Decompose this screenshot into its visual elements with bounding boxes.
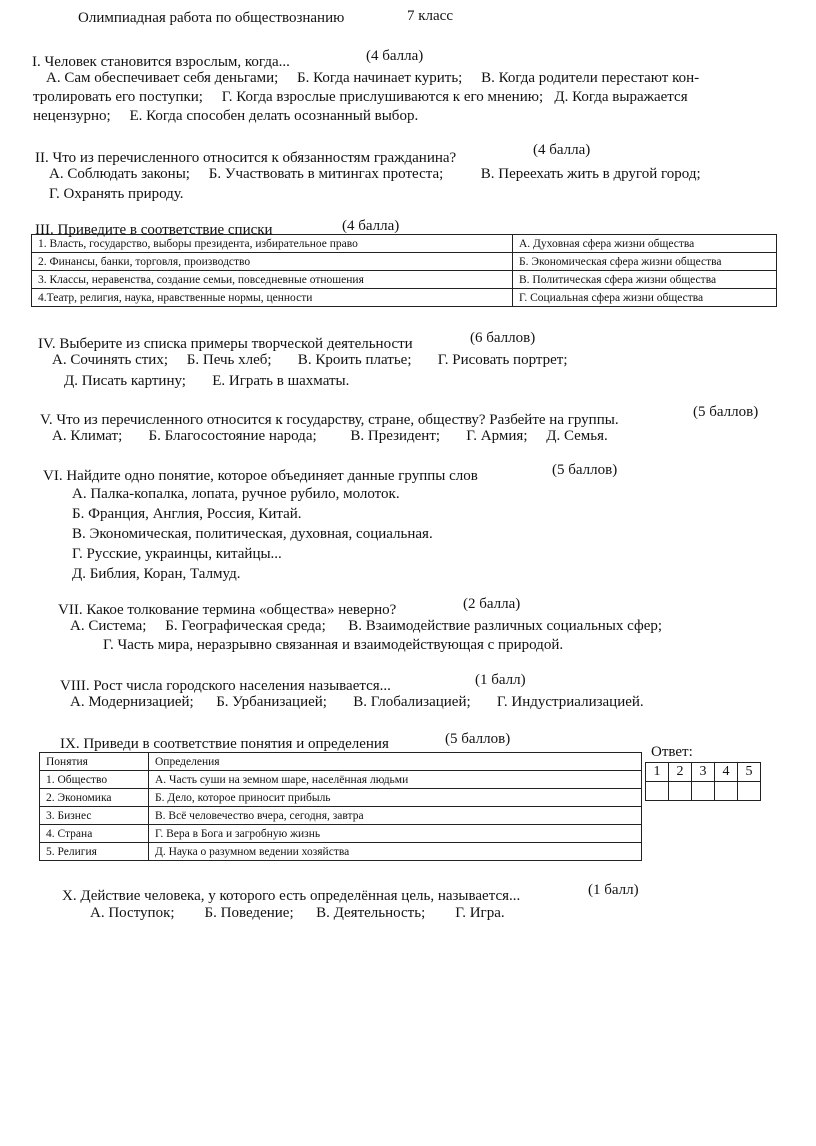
answer-input-row — [646, 782, 761, 801]
q5-question: V. Что из перечисленного относится к государству, стране, обществу? Разбейте на группы. — [40, 412, 619, 428]
table-row — [40, 825, 642, 843]
q3-left-item: 4.Театр, религия, наука, нравственные нормы, ценности — [32, 289, 513, 307]
q6-group-b: Б. Франция, Англия, Россия, Китай. — [72, 506, 302, 522]
q5-points: (5 баллов) — [693, 404, 759, 420]
q7-options-line2: Г. Часть мира, неразрывно связанная и взаимодействующая с природой. — [103, 637, 564, 653]
q2-options-line1: А. Соблюдать законы; Б. Участвовать в митингах протеста; В. Переехать жить в другой город; — [49, 166, 701, 182]
answer-col-label: 4 — [715, 763, 738, 782]
q3-left-item: 3. Классы, неравенства, создание семьи, повседневные отношения — [32, 271, 513, 289]
answer-col-label: 2 — [669, 763, 692, 782]
q9-concept: 5. Религия — [40, 843, 149, 861]
q8-points: (1 балл) — [475, 672, 526, 688]
q1-points: (4 балла) — [366, 48, 424, 64]
q9-answer-grid — [645, 762, 761, 801]
q4-question: IV. Выберите из списка примеры творческой деятельности — [38, 336, 413, 352]
q9-definition: Д. Наука о разумном ведении хозяйства — [149, 843, 642, 861]
answer-header-row — [646, 763, 761, 782]
q8-options-line1: А. Модернизацией; Б. Урбанизацией; В. Глобализацией; Г. Индустриализацией. — [70, 694, 644, 710]
q10-points: (1 балл) — [588, 882, 639, 898]
q9-definition: Г. Вера в Бога и загробную жизнь — [149, 825, 642, 843]
q6-group-e: Д. Библия, Коран, Талмуд. — [72, 566, 241, 582]
q10-question: X. Действие человека, у которого есть определённая цель, называется... — [62, 888, 521, 904]
table-header-row — [40, 753, 642, 771]
answer-cell[interactable] — [715, 782, 738, 801]
q1-options-line1: А. Сам обеспечивает себя деньгами; Б. Когда начинает курить; В. Когда родители перестают кон- — [46, 70, 700, 86]
q3-right-item: А. Духовная сфера жизни общества — [513, 235, 777, 253]
q9-points: (5 баллов) — [445, 731, 511, 747]
q3-right-item: Б. Экономическая сфера жизни общества — [513, 253, 777, 271]
q9-answer-label: Ответ: — [651, 744, 693, 760]
q9-definition: В. Всё человечество вчера, сегодня, завтра — [149, 807, 642, 825]
q6-question: VI. Найдите одно понятие, которое объединяет данные группы слов — [43, 468, 478, 484]
q9-concept: 4. Страна — [40, 825, 149, 843]
q7-points: (2 балла) — [463, 596, 521, 612]
q1-question: I. Человек становится взрослым, когда... — [32, 54, 290, 70]
worksheet-title: Олимпиадная работа по обществознанию — [78, 10, 345, 26]
q6-points: (5 баллов) — [552, 462, 618, 478]
q2-points: (4 балла) — [533, 142, 591, 158]
q9-matching-table — [39, 752, 642, 861]
q4-options-line2: Д. Писать картину; Е. Играть в шахматы. — [64, 373, 350, 389]
q1-options-line3: нецензурно; Е. Когда способен делать осознанный выбор. — [33, 108, 419, 124]
q6-group-c: В. Экономическая, политическая, духовная, социальная. — [72, 526, 433, 542]
q3-matching-table — [31, 234, 777, 307]
q9-concept: 1. Общество — [40, 771, 149, 789]
table-row — [40, 771, 642, 789]
q4-options-line1: А. Сочинять стих; Б. Печь хлеб; В. Кроить платье; Г. Рисовать портрет; — [52, 352, 568, 368]
q7-options-line1: А. Система; Б. Географическая среда; В. Взаимодействие различных социальных сфер; — [70, 618, 663, 634]
table-row — [40, 789, 642, 807]
answer-cell[interactable] — [738, 782, 761, 801]
q2-question: II. Что из перечисленного относится к обязанностям гражданина? — [35, 150, 457, 166]
q6-group-d: Г. Русские, украинцы, китайцы... — [72, 546, 282, 562]
q1-options-line2: тролировать его поступки; Г. Когда взрослые прислушиваются к его мнению; Д. Когда выражается — [33, 89, 688, 105]
answer-cell[interactable] — [692, 782, 715, 801]
answer-col-label: 5 — [738, 763, 761, 782]
answer-col-label: 1 — [646, 763, 669, 782]
q3-question: III. Приведите в соответствие списки — [35, 222, 273, 238]
answer-col-label: 3 — [692, 763, 715, 782]
table-row — [40, 843, 642, 861]
q6-group-a: А. Палка-копалка, лопата, ручное рубило, молоток. — [72, 486, 400, 502]
q8-question: VIII. Рост числа городского населения называется... — [60, 678, 391, 694]
q2-options-line2: Г. Охранять природу. — [49, 186, 184, 202]
q10-options-line1: А. Поступок; Б. Поведение; В. Деятельность; Г. Игра. — [90, 905, 505, 921]
q9-header-definitions: Определения — [149, 753, 642, 771]
q3-left-item: 2. Финансы, банки, торговля, производство — [32, 253, 513, 271]
table-row — [32, 235, 777, 253]
q3-points: (4 балла) — [342, 218, 400, 234]
q7-question: VII. Какое толкование термина «общества» неверно? — [58, 602, 397, 618]
q3-left-item: 1. Власть, государство, выборы президента, избирательное право — [32, 235, 513, 253]
q4-points: (6 баллов) — [470, 330, 536, 346]
q9-definition: Б. Дело, которое приносит прибыль — [149, 789, 642, 807]
q9-concept: 3. Бизнес — [40, 807, 149, 825]
q5-options-line1: А. Климат; Б. Благосостояние народа; В. Президент; Г. Армия; Д. Семья. — [52, 428, 608, 444]
q9-concept: 2. Экономика — [40, 789, 149, 807]
table-row — [32, 271, 777, 289]
q3-right-item: Г. Социальная сфера жизни общества — [513, 289, 777, 307]
table-row — [40, 807, 642, 825]
q9-header-concepts: Понятия — [40, 753, 149, 771]
q9-definition: А. Часть суши на земном шаре, населённая людьми — [149, 771, 642, 789]
table-row — [32, 289, 777, 307]
q9-question: IX. Приведи в соответствие понятия и определения — [60, 736, 389, 752]
table-row — [32, 253, 777, 271]
q3-right-item: В. Политическая сфера жизни общества — [513, 271, 777, 289]
answer-cell[interactable] — [646, 782, 669, 801]
grade-label: 7 класс — [407, 8, 453, 24]
answer-cell[interactable] — [669, 782, 692, 801]
